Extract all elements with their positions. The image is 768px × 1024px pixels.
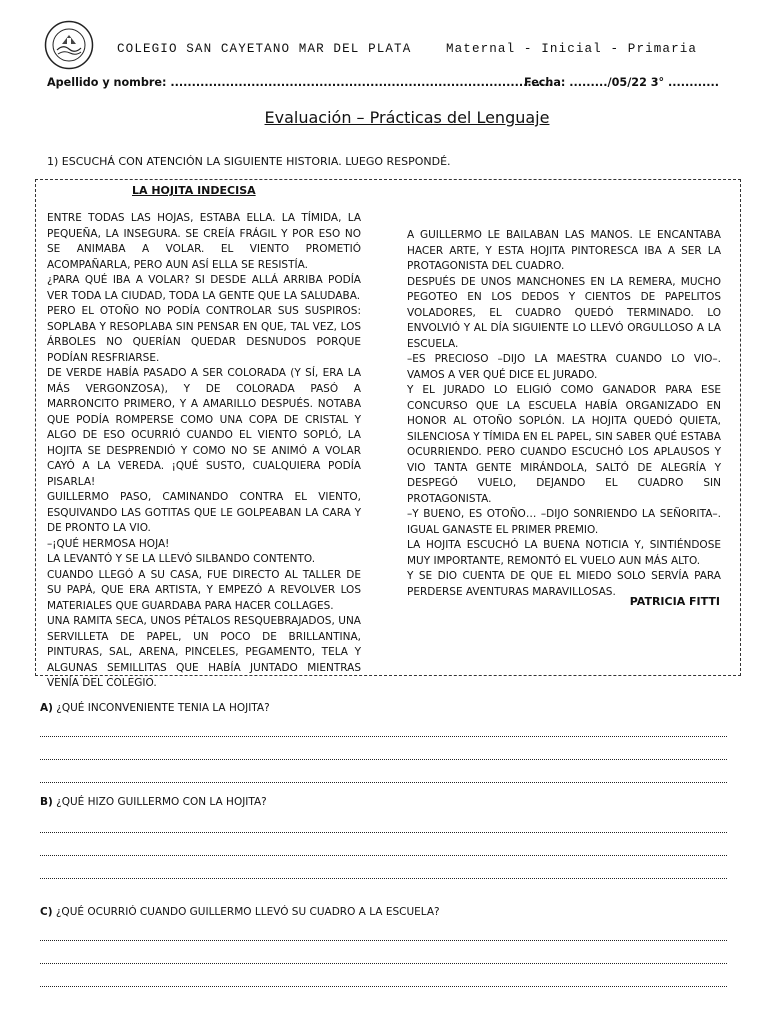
question-letter: A) [40,702,53,714]
name-date-row [47,76,727,92]
story-paragraph: UNA RAMITA SECA, UNOS PÉTALOS RESQUEBRAJADOS, UNA SERVILLETA DE PAPEL, UN POCO DE BRILLANTINA, PINTURAS, SAL, ARENA, PINCELES, PEGAMENTO, TELA Y ALGUNAS SEMILLITAS QUE HABÍA JUNTADO MIENTRAS VENÍA DEL COLEGIO. [47,615,361,689]
story-title: LA HOJITA INDECISA [132,184,256,197]
question-text: ¿QUÉ INCONVENIENTE TENIA LA HOJITA? [56,702,270,714]
story-paragraph: CUANDO LLEGÓ A SU CASA, FUE DIRECTO AL TALLER DE SU PAPÁ, QUE ERA ARTISTA, Y EMPEZÓ A REVOLVER LOS MATERIALES QUE GUARDABA PARA HACER COLLAGES. [47,568,361,612]
answer-line[interactable] [40,940,727,941]
story-paragraph: Y SE DIO CUENTA DE QUE EL MIEDO SOLO SERVÍA PARA PERDERSE AVENTURAS MARAVILLOSAS. [407,570,721,598]
story-paragraph: A GUILLERMO LE BAILABAN LAS MANOS. LE ENCANTABA HACER ARTE, Y ESTA HOJITA PINTORESCA IBA A SER LA PROTAGONISTA DEL CUADRO. [407,229,721,272]
answer-line[interactable] [40,782,727,783]
story-paragraph: –Y BUENO, ES OTOÑO… –DIJO SONRIENDO LA SEÑORITA–. IGUAL GANASTE EL PRIMER PREMIO. [407,508,721,536]
answer-line[interactable] [40,832,727,833]
story-paragraph: DE VERDE HABÍA PASADO A SER COLORADA (Y SÍ, ERA LA MÁS VERGONZOSA), Y DE COLORADA PASÓ A MARRONCITO PRIMERO, Y A AMARILLO DESPUÉS. NOTABA QUE PODÍA ROMPERSE COMO UNA COPA DE CRISTAL Y ALGO DE ESO OCURRIÓ CUANDO EL VIENTO SOPLÓ, LA HOJITA SE DESPRENDIÓ Y COMO NO SE ANIMÓ A VOLAR CAYÓ A LA VEREDA. ¡QUÉ SUSTO, CUALQUIERA PODÍA PISARLA! [47,367,361,488]
story-paragraph: ¿PARA QUÉ IBA A VOLAR? SI DESDE ALLÁ ARRIBA PODÍA VER TODA LA CIUDAD, TODA LA GENTE QUE LA SALUDABA. [47,274,361,302]
answer-line[interactable] [40,855,727,856]
date-grade-field[interactable]: Fecha: ........./05/22 3° ............ [524,76,720,89]
question-letter: C) [40,906,53,918]
story-paragraph: PERO EL OTOÑO NO PODÍA CONTROLAR SUS SUSPIROS: SOPLABA Y RESOPLABA SIN PENSAR EN QUE, TAL VEZ, LOS ÁRBOLES NO QUERÍAN QUEDAR DESNUDOS PORQUE PODÍAN RESFRIARSE. [47,305,361,364]
story-author: PATRICIA FITTI [629,595,720,608]
story-paragraph: LA HOJITA ESCUCHÓ LA BUENA NOTICIA Y, SINTIÉNDOSE MUY IMPORTANTE, REMONTÓ EL VUELO AUN MÁS ALTO. [407,539,721,567]
answer-line[interactable] [40,736,727,737]
story-paragraph: DESPUÉS DE UNOS MANCHONES EN LA REMERA, MUCHO PEGOTEO EN LOS DEDOS Y CIENTOS DE PAPELITOS VOLADORES, EL CUADRO QUEDÓ TERMINADO. LO ENVOLVIÓ Y AL DÍA SIGUIENTE LO LLEVÓ ORGULLOSO A LA ESCUELA. [407,275,721,350]
question-text: ¿QUÉ HIZO GUILLERMO CON LA HOJITA? [56,796,267,808]
question-c [40,906,440,918]
instruction-text: 1) ESCUCHÁ CON ATENCIÓN LA SIGUIENTE HISTORIA. LUEGO RESPONDÉ. [47,155,451,168]
question-letter: B) [40,796,53,808]
answer-line[interactable] [40,963,727,964]
school-header: COLEGIO SAN CAYETANO MAR DEL PLATA Maternal - Inicial - Primaria [117,42,698,56]
school-logo [44,20,94,70]
story-paragraph: ENTRE TODAS LAS HOJAS, ESTABA ELLA. LA TÍMIDA, LA PEQUEÑA, LA INSEGURA. SE CREÍA FRÁGIL Y POR ESO NO SE ANIMABA A VOLAR. EL VIENTO PROMETIÓ ACOMPAÑARLA, PERO AUN ASÍ ELLA SE RESISTÍA. [47,212,361,271]
answer-line[interactable] [40,986,727,987]
story-paragraph: GUILLERMO PASO, CAMINANDO CONTRA EL VIENTO, ESQUIVANDO LAS GOTITAS QUE LE GOLPEABAN LA CARA Y DE PRONTO LA VIO. [47,491,361,534]
question-text: ¿QUÉ OCURRIÓ CUANDO GUILLERMO LLEVÓ SU CUADRO A LA ESCUELA? [55,906,440,918]
story-left-column [47,211,361,692]
story-paragraph: LA LEVANTÓ Y SE LA LLEVÓ SILBANDO CONTENTO. [47,553,316,565]
name-field[interactable]: Apellido y nombre: .......................................................................................... [47,76,553,89]
answer-line[interactable] [40,878,727,879]
question-b [40,796,267,808]
story-right-column [407,228,721,600]
story-paragraph: Y EL JURADO LO ELIGIÓ COMO GANADOR PARA ESE CONCURSO QUE LA ESCUELA HABÍA ORGANIZADO EN HONOR AL OTOÑO SOPLÓN. LA HOJITA QUEDÓ QUIETA, SILENCIOSA Y TÍMIDA EN EL PAPEL, SIN SABER QUÉ ESTABA OCURRIENDO. PERO CUANDO ESCUCHÓ LOS APLAUSOS Y VIO TANTA GENTE MIRÁNDOLA, SALTÓ DE ALEGRÍA Y DESPEGÓ VUELO, DEJANDO EL CUADRO SIN PROTAGONISTA. [407,384,721,505]
story-paragraph: –¡QUÉ HERMOSA HOJA! [47,537,170,550]
story-paragraph: –ES PRECIOSO –DIJO LA MAESTRA CUANDO LO VIO–. VAMOS A VER QUÉ DICE EL JURADO. [407,353,721,381]
page-title: Evaluación – Prácticas del Lenguaje [264,108,550,127]
question-a [40,702,270,714]
answer-line[interactable] [40,759,727,760]
